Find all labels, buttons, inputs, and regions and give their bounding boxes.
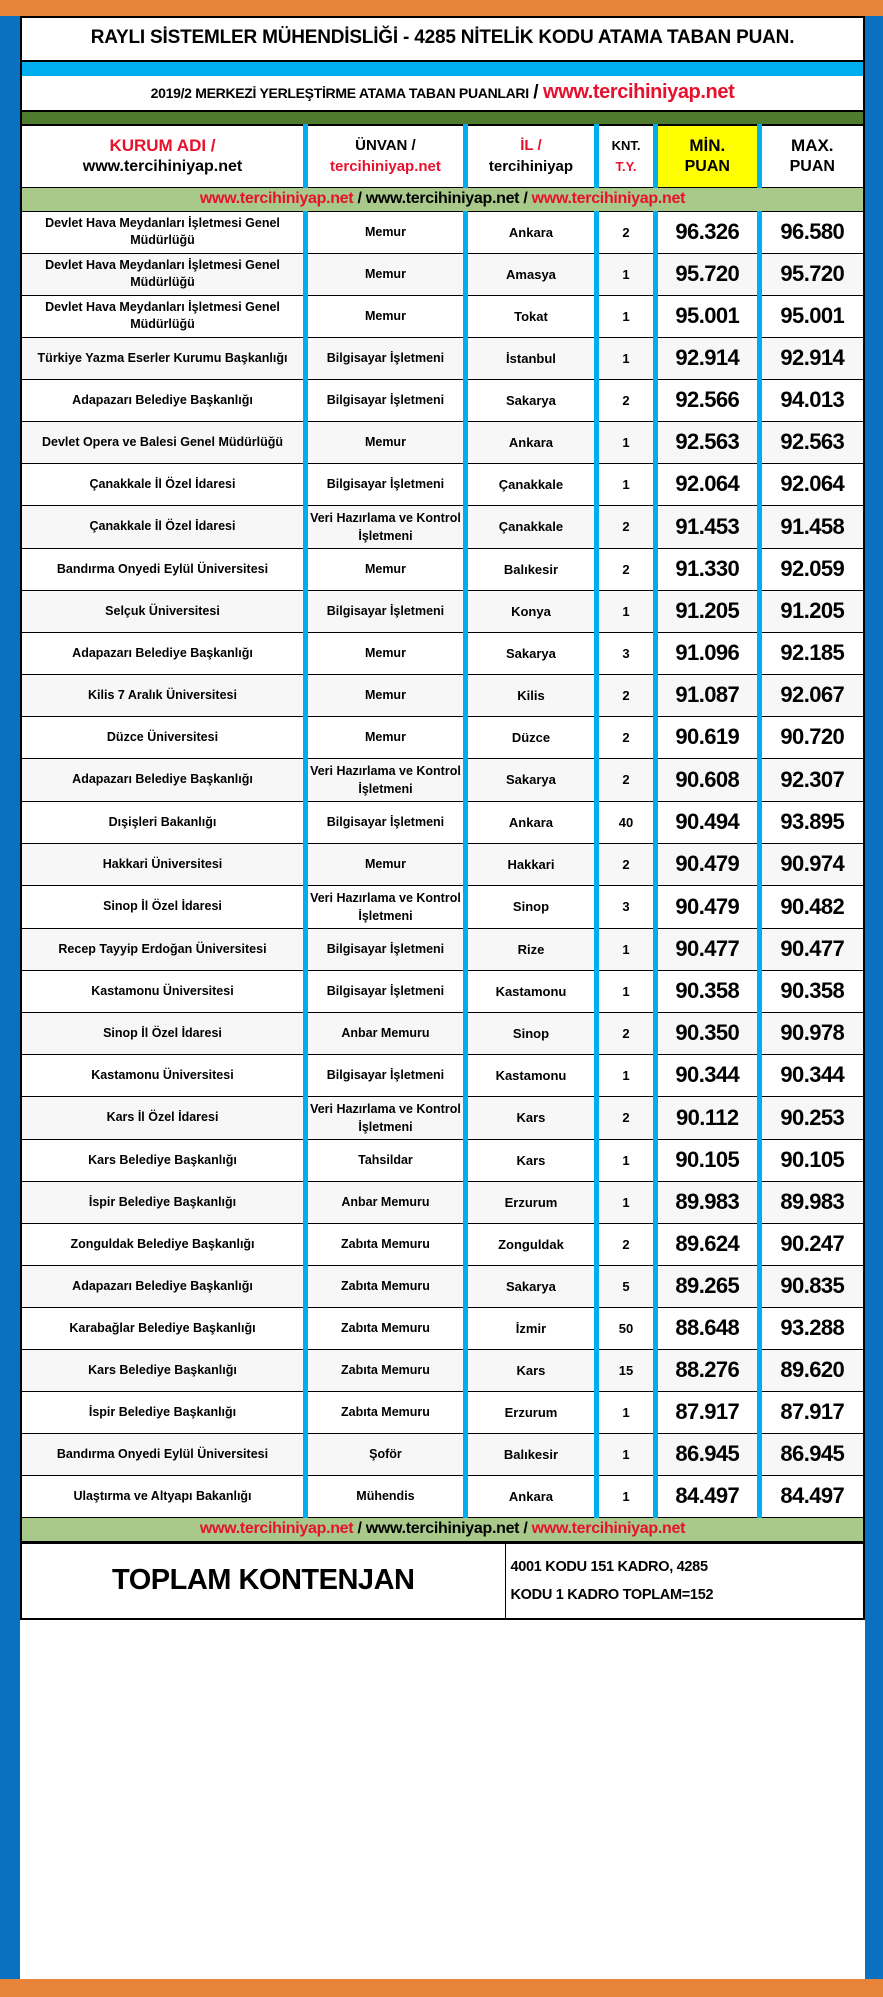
cell-unvan: Bilgisayar İşletmeni <box>305 337 465 379</box>
cell-unvan: Veri Hazırlama ve Kontrol İşletmeni <box>305 885 465 928</box>
cell-knt: 1 <box>597 1391 656 1433</box>
col-header-max-puan[interactable] <box>759 125 864 187</box>
cell-unvan: Veri Hazırlama ve Kontrol İşletmeni <box>305 758 465 801</box>
cell-knt: 15 <box>597 1349 656 1391</box>
cell-unvan: Bilgisayar İşletmeni <box>305 928 465 970</box>
cell-il: Kilis <box>465 674 596 716</box>
cell-kurum: İspir Belediye Başkanlığı <box>21 1181 305 1223</box>
promo-top-sep-2: / <box>519 189 532 207</box>
cell-knt: 1 <box>597 928 656 970</box>
cell-kurum: Türkiye Yazma Eserler Kurumu Başkanlığı <box>21 337 305 379</box>
promo-bottom-url-1[interactable]: www.tercihiniyap.net <box>199 1519 354 1537</box>
promo-bottom-sep-1: / <box>353 1519 366 1537</box>
cell-il: Rize <box>465 928 596 970</box>
cell-unvan: Veri Hazırlama ve Kontrol İşletmeni <box>305 1096 465 1139</box>
cell-unvan: Şoför <box>305 1433 465 1475</box>
promo-banner-row-top <box>21 187 864 211</box>
col-header-min-line1: MİN. <box>689 136 726 156</box>
cell-unvan: Tahsildar <box>305 1139 465 1181</box>
cell-kurum: Adapazarı Belediye Başkanlığı <box>21 758 305 801</box>
cell-kurum: Kars İl Özel İdaresi <box>21 1096 305 1139</box>
table-body <box>21 187 864 1542</box>
cell-kurum: Kars Belediye Başkanlığı <box>21 1349 305 1391</box>
table-row <box>21 379 864 421</box>
col-header-unvan-line2: tercihiniyap.net <box>330 158 441 176</box>
scores-table <box>20 124 865 1543</box>
cell-unvan: Anbar Memuru <box>305 1181 465 1223</box>
cell-min-puan: 96.326 <box>656 211 760 253</box>
cell-unvan: Bilgisayar İşletmeni <box>305 970 465 1012</box>
table-row <box>21 885 864 928</box>
cell-max-puan: 95.720 <box>759 253 864 295</box>
table-row <box>21 253 864 295</box>
green-divider-bar <box>20 112 865 124</box>
cell-min-puan: 90.350 <box>656 1012 760 1054</box>
cell-knt: 5 <box>597 1265 656 1307</box>
subtitle-bar <box>20 76 865 112</box>
cell-il: Ankara <box>465 1475 596 1517</box>
cell-min-puan: 92.566 <box>656 379 760 421</box>
cell-knt: 50 <box>597 1307 656 1349</box>
cell-max-puan: 96.580 <box>759 211 864 253</box>
page-title: RAYLI SİSTEMLER MÜHENDİSLİĞİ - 4285 NİTELİK KODU ATAMA TABAN PUAN. <box>20 16 865 62</box>
promo-banner-bottom <box>21 1517 864 1542</box>
col-header-kurum-line1: KURUM ADI / <box>109 136 216 156</box>
cell-max-puan: 95.001 <box>759 295 864 337</box>
cell-min-puan: 95.001 <box>656 295 760 337</box>
cell-unvan: Zabıta Memuru <box>305 1265 465 1307</box>
cell-kurum: Kilis 7 Aralık Üniversitesi <box>21 674 305 716</box>
cell-min-puan: 88.648 <box>656 1307 760 1349</box>
cell-kurum: Çanakkale İl Özel İdaresi <box>21 505 305 548</box>
cell-il: Kastamonu <box>465 1054 596 1096</box>
cell-min-puan: 91.096 <box>656 632 760 674</box>
cell-min-puan: 88.276 <box>656 1349 760 1391</box>
cell-min-puan: 90.494 <box>656 801 760 843</box>
cell-il: Amasya <box>465 253 596 295</box>
cell-max-puan: 90.720 <box>759 716 864 758</box>
cell-knt: 1 <box>597 590 656 632</box>
header-row <box>21 125 864 187</box>
promo-bottom-url-2[interactable]: www.tercihiniyap.net <box>365 1519 520 1537</box>
cell-knt: 2 <box>597 674 656 716</box>
table-row <box>21 1349 864 1391</box>
cell-kurum: Devlet Opera ve Balesi Genel Müdürlüğü <box>21 421 305 463</box>
cell-kurum: İspir Belediye Başkanlığı <box>21 1391 305 1433</box>
total-quota-label: TOPLAM KONTENJAN <box>21 1543 505 1619</box>
cell-il: Konya <box>465 590 596 632</box>
cell-kurum: Sinop İl Özel İdaresi <box>21 885 305 928</box>
cell-max-puan: 86.945 <box>759 1433 864 1475</box>
col-header-max-line2: PUAN <box>789 158 835 176</box>
col-header-il-line1: İL / <box>520 137 542 155</box>
cell-knt: 2 <box>597 379 656 421</box>
cell-max-puan: 94.013 <box>759 379 864 421</box>
cell-min-puan: 90.619 <box>656 716 760 758</box>
cell-kurum: Devlet Hava Meydanları İşletmesi Genel Müdürlüğü <box>21 295 305 337</box>
table-row <box>21 505 864 548</box>
cell-il: Sakarya <box>465 632 596 674</box>
cell-max-puan: 92.059 <box>759 548 864 590</box>
cell-min-puan: 91.087 <box>656 674 760 716</box>
cell-il: Ankara <box>465 211 596 253</box>
col-header-min-puan[interactable] <box>656 125 760 187</box>
promo-top-url-1[interactable]: www.tercihiniyap.net <box>199 189 354 207</box>
cell-kurum: Kars Belediye Başkanlığı <box>21 1139 305 1181</box>
cell-knt: 1 <box>597 337 656 379</box>
promo-bottom-url-3[interactable]: www.tercihiniyap.net <box>531 1519 686 1537</box>
cell-kurum: Zonguldak Belediye Başkanlığı <box>21 1223 305 1265</box>
cell-unvan: Memur <box>305 716 465 758</box>
cell-il: Kars <box>465 1096 596 1139</box>
cell-il: Kars <box>465 1349 596 1391</box>
cell-min-puan: 90.479 <box>656 885 760 928</box>
cell-il: Çanakkale <box>465 463 596 505</box>
table-row <box>21 211 864 253</box>
table-row <box>21 421 864 463</box>
cell-min-puan: 90.479 <box>656 843 760 885</box>
cell-kurum: Karabağlar Belediye Başkanlığı <box>21 1307 305 1349</box>
left-blue-rail <box>0 16 20 1979</box>
cell-unvan: Memur <box>305 421 465 463</box>
cell-kurum: Ulaştırma ve Altyapı Bakanlığı <box>21 1475 305 1517</box>
table-row <box>21 463 864 505</box>
cell-kurum: Devlet Hava Meydanları İşletmesi Genel Müdürlüğü <box>21 211 305 253</box>
cell-min-puan: 91.453 <box>656 505 760 548</box>
col-header-knt-line1: KNT. <box>611 138 641 154</box>
col-header-il[interactable] <box>465 125 596 187</box>
table-row <box>21 1054 864 1096</box>
cell-max-puan: 90.344 <box>759 1054 864 1096</box>
cell-min-puan: 95.720 <box>656 253 760 295</box>
cell-kurum: Düzce Üniversitesi <box>21 716 305 758</box>
cell-kurum: Devlet Hava Meydanları İşletmesi Genel Müdürlüğü <box>21 253 305 295</box>
cell-il: Kars <box>465 1139 596 1181</box>
cell-knt: 1 <box>597 1139 656 1181</box>
cell-knt: 3 <box>597 885 656 928</box>
cell-kurum: Bandırma Onyedi Eylül Üniversitesi <box>21 548 305 590</box>
cell-unvan: Zabıta Memuru <box>305 1391 465 1433</box>
cell-min-puan: 92.563 <box>656 421 760 463</box>
promo-top-url-3[interactable]: www.tercihiniyap.net <box>531 189 686 207</box>
col-header-knt-line2: T.Y. <box>615 159 637 175</box>
content-frame <box>0 16 883 1979</box>
table-row <box>21 1096 864 1139</box>
cell-il: Çanakkale <box>465 505 596 548</box>
cell-knt: 1 <box>597 1433 656 1475</box>
table-row <box>21 1181 864 1223</box>
cell-min-puan: 89.624 <box>656 1223 760 1265</box>
cell-knt: 2 <box>597 716 656 758</box>
table-row <box>21 1307 864 1349</box>
footer-row <box>21 1543 864 1619</box>
cell-kurum: Adapazarı Belediye Başkanlığı <box>21 632 305 674</box>
table-header <box>21 125 864 187</box>
cell-max-puan: 92.185 <box>759 632 864 674</box>
cell-unvan: Anbar Memuru <box>305 1012 465 1054</box>
table-row <box>21 843 864 885</box>
cell-il: Düzce <box>465 716 596 758</box>
table-row <box>21 1391 864 1433</box>
col-header-unvan-line1: ÜNVAN / <box>355 137 416 155</box>
cell-knt: 40 <box>597 801 656 843</box>
cell-min-puan: 86.945 <box>656 1433 760 1475</box>
promo-bottom-sep-2: / <box>519 1519 532 1537</box>
cell-il: Ankara <box>465 801 596 843</box>
cell-unvan: Zabıta Memuru <box>305 1223 465 1265</box>
subtitle-separator: / <box>533 82 539 103</box>
cell-kurum: Kastamonu Üniversitesi <box>21 970 305 1012</box>
cell-max-puan: 90.835 <box>759 1265 864 1307</box>
table-row <box>21 928 864 970</box>
cell-unvan: Zabıta Memuru <box>305 1307 465 1349</box>
cell-max-puan: 90.253 <box>759 1096 864 1139</box>
cell-min-puan: 90.344 <box>656 1054 760 1096</box>
cell-knt: 2 <box>597 843 656 885</box>
cyan-divider-bar <box>20 62 865 76</box>
cell-max-puan: 92.307 <box>759 758 864 801</box>
cell-il: Sinop <box>465 1012 596 1054</box>
promo-banner-row-bottom <box>21 1517 864 1542</box>
cell-max-puan: 87.917 <box>759 1391 864 1433</box>
cell-knt: 1 <box>597 1181 656 1223</box>
cell-kurum: Hakkari Üniversitesi <box>21 843 305 885</box>
cell-knt: 1 <box>597 1475 656 1517</box>
table-row <box>21 1475 864 1517</box>
cell-min-puan: 92.064 <box>656 463 760 505</box>
cell-il: Sakarya <box>465 758 596 801</box>
cell-max-puan: 93.895 <box>759 801 864 843</box>
cell-max-puan: 92.067 <box>759 674 864 716</box>
table-row <box>21 590 864 632</box>
cell-il: Sakarya <box>465 1265 596 1307</box>
col-header-kurum[interactable] <box>21 125 305 187</box>
cell-knt: 1 <box>597 253 656 295</box>
col-header-max-line1: MAX. <box>791 136 834 156</box>
cell-il: Ankara <box>465 421 596 463</box>
cell-knt: 1 <box>597 970 656 1012</box>
cell-max-puan: 84.497 <box>759 1475 864 1517</box>
cell-knt: 1 <box>597 463 656 505</box>
cell-knt: 3 <box>597 632 656 674</box>
cell-min-puan: 90.112 <box>656 1096 760 1139</box>
cell-unvan: Bilgisayar İşletmeni <box>305 1054 465 1096</box>
table-row <box>21 1433 864 1475</box>
cell-knt: 2 <box>597 1096 656 1139</box>
cell-knt: 1 <box>597 1054 656 1096</box>
cell-max-puan: 89.983 <box>759 1181 864 1223</box>
cell-min-puan: 92.914 <box>656 337 760 379</box>
cell-il: Erzurum <box>465 1181 596 1223</box>
table-row <box>21 1265 864 1307</box>
cell-max-puan: 93.288 <box>759 1307 864 1349</box>
cell-il: Kastamonu <box>465 970 596 1012</box>
table-row <box>21 970 864 1012</box>
footer-table <box>20 1543 865 1621</box>
subtitle-text: 2019/2 MERKEZİ YERLEŞTİRME ATAMA TABAN PUANLARI <box>150 85 529 101</box>
right-blue-rail <box>865 16 883 1979</box>
cell-min-puan: 90.105 <box>656 1139 760 1181</box>
cell-min-puan: 90.358 <box>656 970 760 1012</box>
table-row <box>21 758 864 801</box>
cell-min-puan: 87.917 <box>656 1391 760 1433</box>
table-row <box>21 1139 864 1181</box>
cell-il: İzmir <box>465 1307 596 1349</box>
table-row <box>21 632 864 674</box>
cell-max-puan: 90.974 <box>759 843 864 885</box>
cell-max-puan: 89.620 <box>759 1349 864 1391</box>
cell-unvan: Bilgisayar İşletmeni <box>305 590 465 632</box>
kadro-summary <box>505 1543 864 1619</box>
cell-il: Erzurum <box>465 1391 596 1433</box>
cell-knt: 1 <box>597 295 656 337</box>
cell-min-puan: 84.497 <box>656 1475 760 1517</box>
cell-min-puan: 90.477 <box>656 928 760 970</box>
cell-min-puan: 90.608 <box>656 758 760 801</box>
cell-max-puan: 91.458 <box>759 505 864 548</box>
cell-kurum: Selçuk Üniversitesi <box>21 590 305 632</box>
promo-top-url-2[interactable]: www.tercihiniyap.net <box>365 189 520 207</box>
cell-knt: 2 <box>597 1223 656 1265</box>
cell-max-puan: 92.914 <box>759 337 864 379</box>
top-orange-strip <box>0 0 883 16</box>
cell-unvan: Veri Hazırlama ve Kontrol İşletmeni <box>305 505 465 548</box>
cell-unvan: Zabıta Memuru <box>305 1349 465 1391</box>
cell-min-puan: 89.265 <box>656 1265 760 1307</box>
cell-il: Balıkesir <box>465 548 596 590</box>
cell-unvan: Bilgisayar İşletmeni <box>305 801 465 843</box>
col-header-min-line2: PUAN <box>684 158 730 176</box>
sheet <box>20 16 865 1979</box>
cell-kurum: Adapazarı Belediye Başkanlığı <box>21 1265 305 1307</box>
cell-unvan: Memur <box>305 211 465 253</box>
cell-knt: 2 <box>597 505 656 548</box>
cell-il: Zonguldak <box>465 1223 596 1265</box>
table-row <box>21 548 864 590</box>
cell-kurum: Bandırma Onyedi Eylül Üniversitesi <box>21 1433 305 1475</box>
cell-kurum: Recep Tayyip Erdoğan Üniversitesi <box>21 928 305 970</box>
kadro-line-1: 4001 KODU 151 KADRO, 4285 <box>510 1558 708 1575</box>
promo-banner-top <box>21 187 864 211</box>
col-header-il-line2: tercihiniyap <box>488 158 574 176</box>
cell-max-puan: 90.358 <box>759 970 864 1012</box>
cell-kurum: Kastamonu Üniversitesi <box>21 1054 305 1096</box>
table-row <box>21 801 864 843</box>
cell-max-puan: 90.247 <box>759 1223 864 1265</box>
cell-max-puan: 90.482 <box>759 885 864 928</box>
cell-unvan: Bilgisayar İşletmeni <box>305 379 465 421</box>
cell-unvan: Memur <box>305 843 465 885</box>
cell-il: Sakarya <box>465 379 596 421</box>
cell-knt: 2 <box>597 211 656 253</box>
table-row <box>21 295 864 337</box>
cell-kurum: Sinop İl Özel İdaresi <box>21 1012 305 1054</box>
bottom-orange-strip <box>0 1979 883 1997</box>
cell-max-puan: 92.563 <box>759 421 864 463</box>
cell-unvan: Memur <box>305 674 465 716</box>
cell-max-puan: 90.105 <box>759 1139 864 1181</box>
cell-knt: 2 <box>597 1012 656 1054</box>
cell-max-puan: 91.205 <box>759 590 864 632</box>
subtitle-website-link[interactable]: www.tercihiniyap.net <box>543 81 735 103</box>
cell-unvan: Memur <box>305 253 465 295</box>
cell-unvan: Memur <box>305 632 465 674</box>
cell-il: Hakkari <box>465 843 596 885</box>
cell-unvan: Mühendis <box>305 1475 465 1517</box>
cell-min-puan: 91.205 <box>656 590 760 632</box>
cell-unvan: Bilgisayar İşletmeni <box>305 463 465 505</box>
table-row <box>21 1223 864 1265</box>
cell-min-puan: 91.330 <box>656 548 760 590</box>
cell-kurum: Dışişleri Bakanlığı <box>21 801 305 843</box>
cell-il: Balıkesir <box>465 1433 596 1475</box>
cell-il: Tokat <box>465 295 596 337</box>
col-header-kurum-line2: www.tercihiniyap.net <box>82 158 243 176</box>
cell-knt: 1 <box>597 421 656 463</box>
cell-max-puan: 92.064 <box>759 463 864 505</box>
col-header-unvan[interactable] <box>305 125 465 187</box>
table-row <box>21 716 864 758</box>
promo-top-sep-1: / <box>353 189 366 207</box>
cell-max-puan: 90.477 <box>759 928 864 970</box>
cell-il: İstanbul <box>465 337 596 379</box>
cell-il: Sinop <box>465 885 596 928</box>
cell-unvan: Memur <box>305 295 465 337</box>
cell-knt: 2 <box>597 548 656 590</box>
cell-max-puan: 90.978 <box>759 1012 864 1054</box>
cell-min-puan: 89.983 <box>656 1181 760 1223</box>
kadro-line-2: KODU 1 KADRO TOPLAM=152 <box>510 1586 714 1603</box>
table-row <box>21 674 864 716</box>
cell-kurum: Adapazarı Belediye Başkanlığı <box>21 379 305 421</box>
cell-kurum: Çanakkale İl Özel İdaresi <box>21 463 305 505</box>
cell-knt: 2 <box>597 758 656 801</box>
cell-unvan: Memur <box>305 548 465 590</box>
table-row <box>21 337 864 379</box>
table-row <box>21 1012 864 1054</box>
col-header-knt[interactable] <box>597 125 656 187</box>
